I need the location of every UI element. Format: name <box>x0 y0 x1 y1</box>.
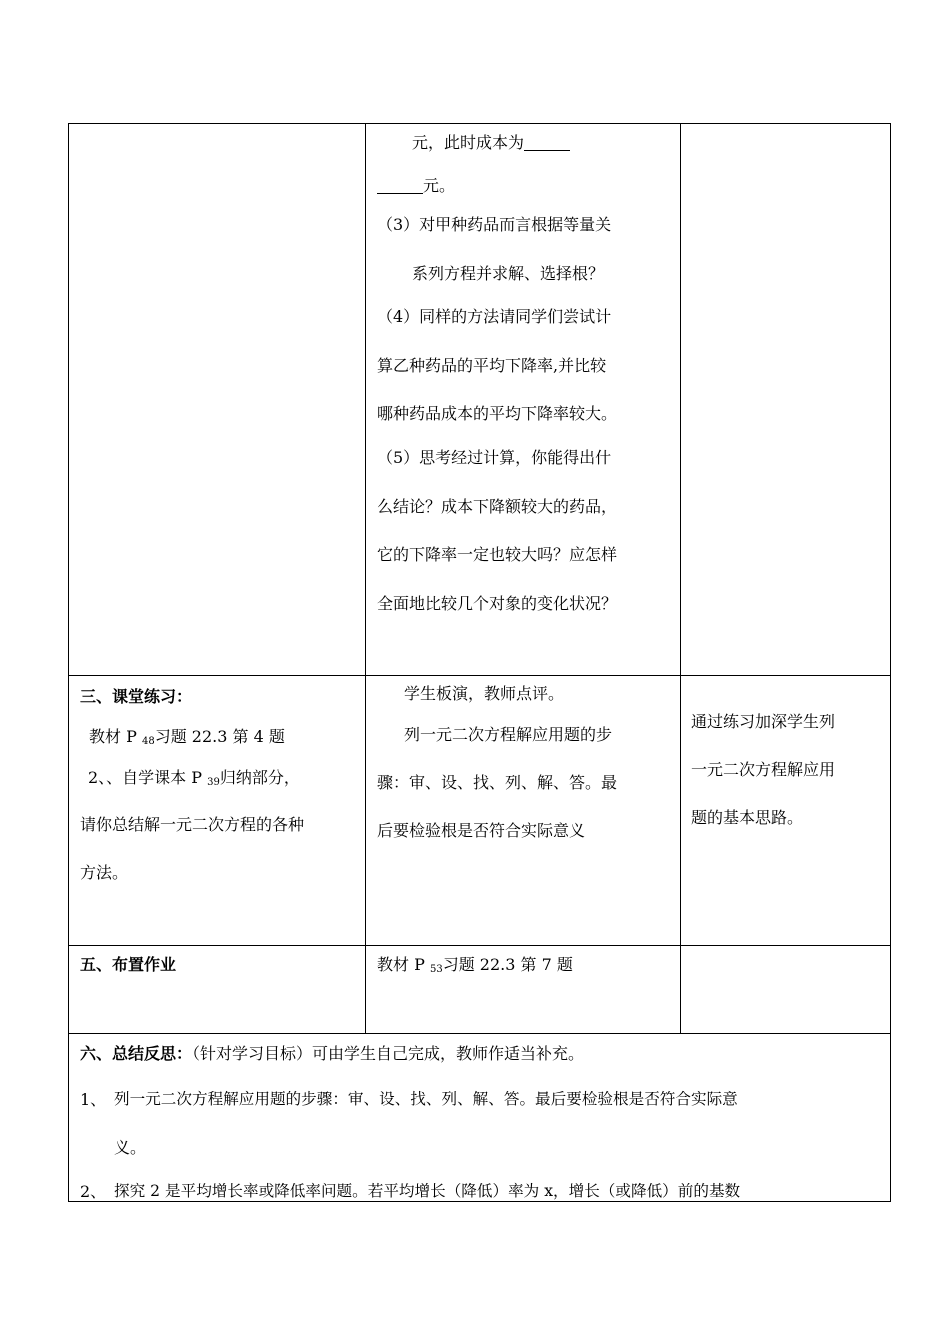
summary-heading-line <box>80 1041 584 1064</box>
practice-feedback-line-3: 骤：审、设、找、列、解、答。最 <box>377 773 618 792</box>
practice-feedback-line-1: 学生板演，教师点评。 <box>404 684 565 703</box>
row1-col2-line-1: 元，此时成本为 <box>412 130 570 153</box>
practice-line-3: 请你总结解一元二次方程的各种 <box>80 815 305 834</box>
summary-item-1-line-1: 列一元二次方程解应用题的步骤：审、设、找、列、解、答。最后要检验根是否符合实际意 <box>114 1090 738 1108</box>
practice-col3 <box>681 676 891 946</box>
row1-col2-line-6: 算乙种药品的平均下降率,并比较 <box>377 356 607 375</box>
fill-in-blank <box>377 175 423 194</box>
row1-col2-line-9: 么结论？成本下降额较大的药品， <box>377 497 618 516</box>
row1-col2-line-7: 哪种药品成本的平均下降率较大。 <box>377 404 618 423</box>
row1-col2-line-3: （3）对甲种药品而言根据等量关 <box>377 215 612 234</box>
summary-item-1-line-2: 义。 <box>114 1138 147 1157</box>
table-row <box>69 946 891 1034</box>
lesson-plan-table <box>68 123 891 1202</box>
table-row <box>69 676 891 946</box>
summary-item-2-line-1: 探究 2 是平均增长率或降低率问题。若平均增长（降低）率为 x，增长（或降低）前的基数 <box>114 1182 741 1200</box>
practice-line-4: 方法。 <box>80 863 129 882</box>
homework-col2 <box>366 946 681 1034</box>
row1-col2 <box>366 124 681 676</box>
practice-line-2: 2、、自学课本 P $_{39}$归纳部分， <box>88 768 300 788</box>
summary-item-2-number: 2、 <box>80 1182 107 1201</box>
practice-intent-line-2: 一元二次方程解应用 <box>691 760 836 779</box>
row1-col2-line-4: 系列方程并求解、选择根？ <box>412 264 605 283</box>
row1-col2-line-8: （5）思考经过计算，你能得出什 <box>377 448 612 467</box>
practice-line-1: 教材 P $_{48}$习题 22.3 第 4 题 <box>89 727 285 747</box>
practice-col1 <box>69 676 366 946</box>
row1-col2-line-11: 全面地比较几个对象的变化状况？ <box>377 594 618 613</box>
homework-heading: 五、布置作业 <box>80 955 177 974</box>
row1-col2-line-10: 它的下降率一定也较大吗？应怎样 <box>377 545 618 564</box>
summary-heading: 六、总结反思： <box>80 1044 193 1063</box>
practice-heading: 三、课堂练习： <box>80 687 193 706</box>
fill-in-blank <box>524 132 570 151</box>
practice-intent-line-3: 题的基本思路。 <box>691 808 804 827</box>
practice-feedback-line-2: 列一元二次方程解应用题的步 <box>404 725 613 744</box>
table-row <box>69 1034 891 1202</box>
homework-col1 <box>69 946 366 1034</box>
homework-col3 <box>681 946 891 1034</box>
summary-heading-rest: （针对学习目标）可由学生自己完成，教师作适当补充。 <box>192 1044 585 1063</box>
summary-item-1-number: 1、 <box>80 1090 107 1109</box>
row1-col3 <box>681 124 891 676</box>
row1-col2-line-2: 元。 <box>377 173 455 196</box>
practice-col2 <box>366 676 681 946</box>
summary-cell <box>69 1034 891 1202</box>
practice-intent-line-1: 通过练习加深学生列 <box>691 712 836 731</box>
table-row <box>69 124 891 676</box>
row1-col2-line-5: （4）同样的方法请同学们尝试计 <box>377 307 612 326</box>
homework-text: 教材 P $_{53}$习题 22.3 第 7 题 <box>377 955 573 975</box>
practice-feedback-line-4: 后要检验根是否符合实际意义 <box>377 821 586 840</box>
row1-col1 <box>69 124 366 676</box>
